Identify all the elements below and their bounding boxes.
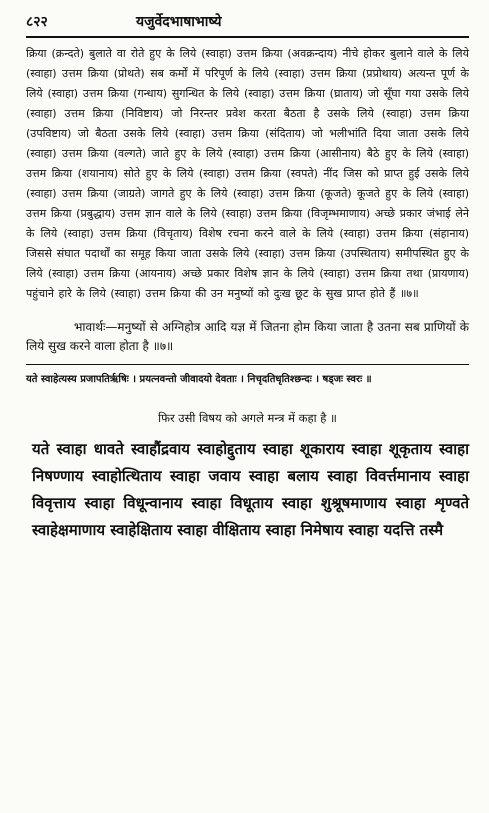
commentary-paragraph: क्रिया (क्रन्दते) बुलाते वा रोते हुए के लिये (स्वाहा) उत्तम क्रिया (अवक्रन्दाय) नीचे होकर बुलाने वाले के लिये (स्वाहा) उत्तम क्रिया (प्रोथते) सब कर्मों में परिपूर्ण के लिये (स्वाहा) उत्तम क्रिया (प्रप्रोथाय) अत्यन्त पूर्ण के लिये (स्वाहा) उत्तम क्रिया (गन्धाय) सुगन्धित के लिये (स्वाहा) उत्तम क्रिया (घ्राताय) जो सूँघा गया उसके लिये (स्वाहा) उत्तम क्रिया (निविष्टाय) जो निरन्तर प्रवेश करता बैठता है उसके लिये (स्वाहा) उत्तम क्रिया (उपविष्टाय) जो बैठता उसके लिये (स्वाहा) उत्तम क्रिया (संदिताय) जो भलीभांति दिया जाता उसके लिये (स्वाहा) उत्तम क्रिया (वल्गते) जाते हुए के लिये (स्वाहा) उत्तम क्रिया (आसीनाय) बैठे हुए के लिये (स्वाहा) उत्तम क्रिया (शयानाय) सोते हुए के लिये (स्वाहा) उत्तम क्रिया (स्वपते) नींद जिस को प्राप्त हुई उसके लिये (स्वाहा) उत्तम क्रिया (जाग्रते) जागते हुए के लिये (स्वाहा) उत्तम क्रिया (कूजते) कूजते हुए के लिये (स्वाहा) उत्तम क्रिया (प्रबुद्धाय) उत्तम ज्ञान वाले के लिये (स्वाहा) उत्तम क्रिया (विजृम्भमाणाय) अच्छे प्रकार जंभाई लेने के लिये (स्वाहा) उत्तम क्रिया (विचृताय) विशेष रचना करने वाले के लिये (स्वाहा) उत्तम क्रिया (संहानाय) जिससे संघात पदार्थों का समूह किया जाता उसके लिये (स्वाहा) उत्तम क्रिया (उपस्थिताय) समीपस्थित हुए के लिये (स्वाहा) उत्तम क्रिया (आयनाय) अच्छे प्रकार विशेष ज्ञान के लिये (स्वाहा) उत्तम क्रिया तथा (प्रायणाय) पहुंचाने हारे के लिये (स्वाहा) उत्तम क्रिया की उन मनुष्यों को दुःख छूट के सुख प्राप्त होते हैं ॥७॥ <box>26 47 469 300</box>
rishi-devata-line: यते स्वाहेत्यस्य प्रजापतिर्ऋषिः । प्रयत्नवन्तो जीवादयो देवताः । निचृदतिधृतिश्छन्दः । षड्जः स्वरः ॥ <box>26 374 372 385</box>
section-divider <box>26 364 469 365</box>
mantra-text: यते स्वाहा धावते स्वाहौंद्रवाय स्वाहोद्दुताय स्वाहा शूकाराय स्वाहा शूकृताय स्वाहा निषण्णाय स्वाहोत्थिताय स्वाहा जवाय स्वाहा बलाय स्वाहा विवर्त्तमानाय स्वाहा विवृत्ताय स्वाहा विधून्वानाय स्वाहा विधूताय स्वाहा शुश्रूषमाणाय स्वाहा शृण्वते स्वाहेक्षमाणाय स्वाहेक्षिताय स्वाहा वीक्षिताय स्वाहा निमेषाय स्वाहा यदत्ति तस्मै <box>32 440 469 539</box>
page-number: ८२२ <box>26 14 48 30</box>
running-title: यजुर्वेदभाषाभाष्ये <box>136 14 222 30</box>
page-header <box>26 12 469 38</box>
bhavarth-paragraph: भावार्थः—मनुष्यों से अग्निहोत्र आदि यज्ञ में जितना होम किया जाता है उतना सब प्राणियों के लिये सुख करने वाला होता है ॥७॥ <box>26 320 469 353</box>
intro-line: फिर उसी विषय को अगले मन्त्र में कहा है ॥ <box>158 411 337 425</box>
